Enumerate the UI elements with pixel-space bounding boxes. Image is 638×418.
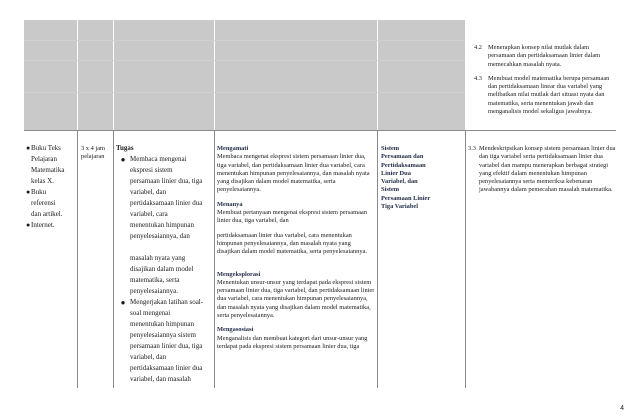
top-row-kd-cell [466,20,616,130]
column-divider [377,130,378,388]
kd-item-text: Menerapkan konsep nilai mutlak dalam persamaan dan pertidaksamaan linier dalam memecahkan masalah nyata. [488,44,601,68]
top-row-kegiatan-cell [215,20,377,130]
kd-item [474,44,610,69]
kegiatan-text: Membuat pertanyaan mengenai ekspresi sistem persamaan linier dua, tiga variabel, dan [217,209,367,225]
grid-line [24,60,465,61]
tugas-heading: Tugas [116,144,134,152]
page-number: 4 [620,405,624,412]
sumber-item: ● Buku Teks [26,144,61,152]
kegiatan-text: Menganalisis dan membuat kategori dari unsur-unsur yang terdapat pada ekspresi sistem persamaan linier dua, tiga [217,334,368,350]
tugas-item: ● Membaca mengenai ekspresi sistem persamaan linier dua, tiga variabel, dan pertidaksamaan linier dua variabel, cara menentukan himpunan penyelesaiannya, dan masalah nyata yang disajikan dalam model matematika, serta penyelesaiannya. [120,155,203,295]
sumber-item: referensi [31,199,56,207]
kd-item-number: 4.2 [474,44,482,51]
kd-item-number: 3.3 [468,145,476,152]
kegiatan-heading: Mengeksplorasi [217,270,261,278]
materi-line: Tiga Variabel [381,203,418,211]
kegiatan-heading: Mengasosiasi [217,326,254,334]
materi-cell [381,145,465,225]
tugas-item: ● Mengerjakan latihan soal- soal mengenai menentukan himpunan penyelesaiannya sistem persamaan linier dua, tiga variabel, dan pertidaksamaan linier dua variabel, dan masalah [120,298,204,383]
kd-main-cell [468,145,616,235]
kegiatan-text: Menentukan unsur-unsur yang terdapat pada ekspresi sistem persamaan linier dua, tiga variabel, dan pertidaksamaan linier dua variabel, cara menentukan himpunan penyelesaiannya, dan masalah nyata yang disajikan dalam model matematika, serta penyelesaiannya. [217,278,375,320]
column-divider [77,130,78,388]
materi-line: Persamaan dan [381,153,424,161]
column-divider [113,130,114,388]
sumber-item: ● Internet. [26,221,55,229]
top-row-materi-cell [378,20,465,130]
sumber-item: Matematika [31,166,65,174]
tugas-cell [116,143,214,388]
kd-item [468,145,616,195]
top-row-tugas-cell [114,20,214,130]
sumber-item: dan artikel. [31,210,63,218]
alokasi-waktu-cell [81,145,113,175]
sumber-item: kelas X. [31,177,54,185]
kegiatan-cell [217,145,375,388]
materi-line: Sistem [381,186,400,194]
materi-line: Linier Dua [381,169,411,177]
sumber-item: ● Buku [26,188,47,196]
materi-line: Pertidaksamaan [381,161,426,169]
grid-line [24,40,465,41]
materi-line: Variabel, dan [381,178,418,186]
column-divider [214,130,215,388]
kd-item-text: Mendeskripsikan konsep sistem persamaan linier dua dan tiga variabel serta pertidaksamaan linier dua variabel dan mampu menerapkan berbagai strategi yang efektif dalam menentukan himpunan penyelesaiannya serta memeriksa kebenaran jawabannya dalam pemecahan masalah matematika. [479,145,616,194]
grid-line [24,92,465,93]
alokasi-line: 3 x 4 jam [81,145,105,152]
alokasi-line: pelajaran [81,153,105,161]
sumber-belajar-cell [26,143,77,383]
kd-item-number: 4.3 [474,74,482,82]
materi-line: Persamaan Linier [381,194,431,202]
kd-item [474,75,610,116]
materi-line: Sistem [381,145,400,152]
kegiatan-text: Membaca mengenai ekspresi sistem persamaan linier dua, tiga variabel, dan pertidaksamaan linier dua variabel, cara menentukan himpunan penyelesaiannya, dan masalah nyata yang disajikan dalam model matematika, serta penyelesaiannya. [217,153,370,194]
kegiatan-heading: Mengamati [217,145,249,152]
kegiatan-text: pertidaksamaan linier dua variabel, cara menentukan himpunan penyelesaiannya, dan masalah nyata yang disajikan dalam model matematika, serta penyelesaiannya. [217,231,367,256]
top-row-sumber-cell [24,20,77,130]
kegiatan-heading: Menanya [217,200,243,208]
column-divider [465,130,466,388]
sumber-item: Pelajaran [31,155,58,163]
kd-item-text: Membuat model matematika berupa persamaan dan pertidaksamaan linear dua variabel yang melibatkan nilai mutlak dari situasi nyata dan matematika, serta menentukan jawab dan menganalisis model sekaligus jawabnya. [488,74,610,116]
top-row-alokasi-cell [78,20,113,130]
